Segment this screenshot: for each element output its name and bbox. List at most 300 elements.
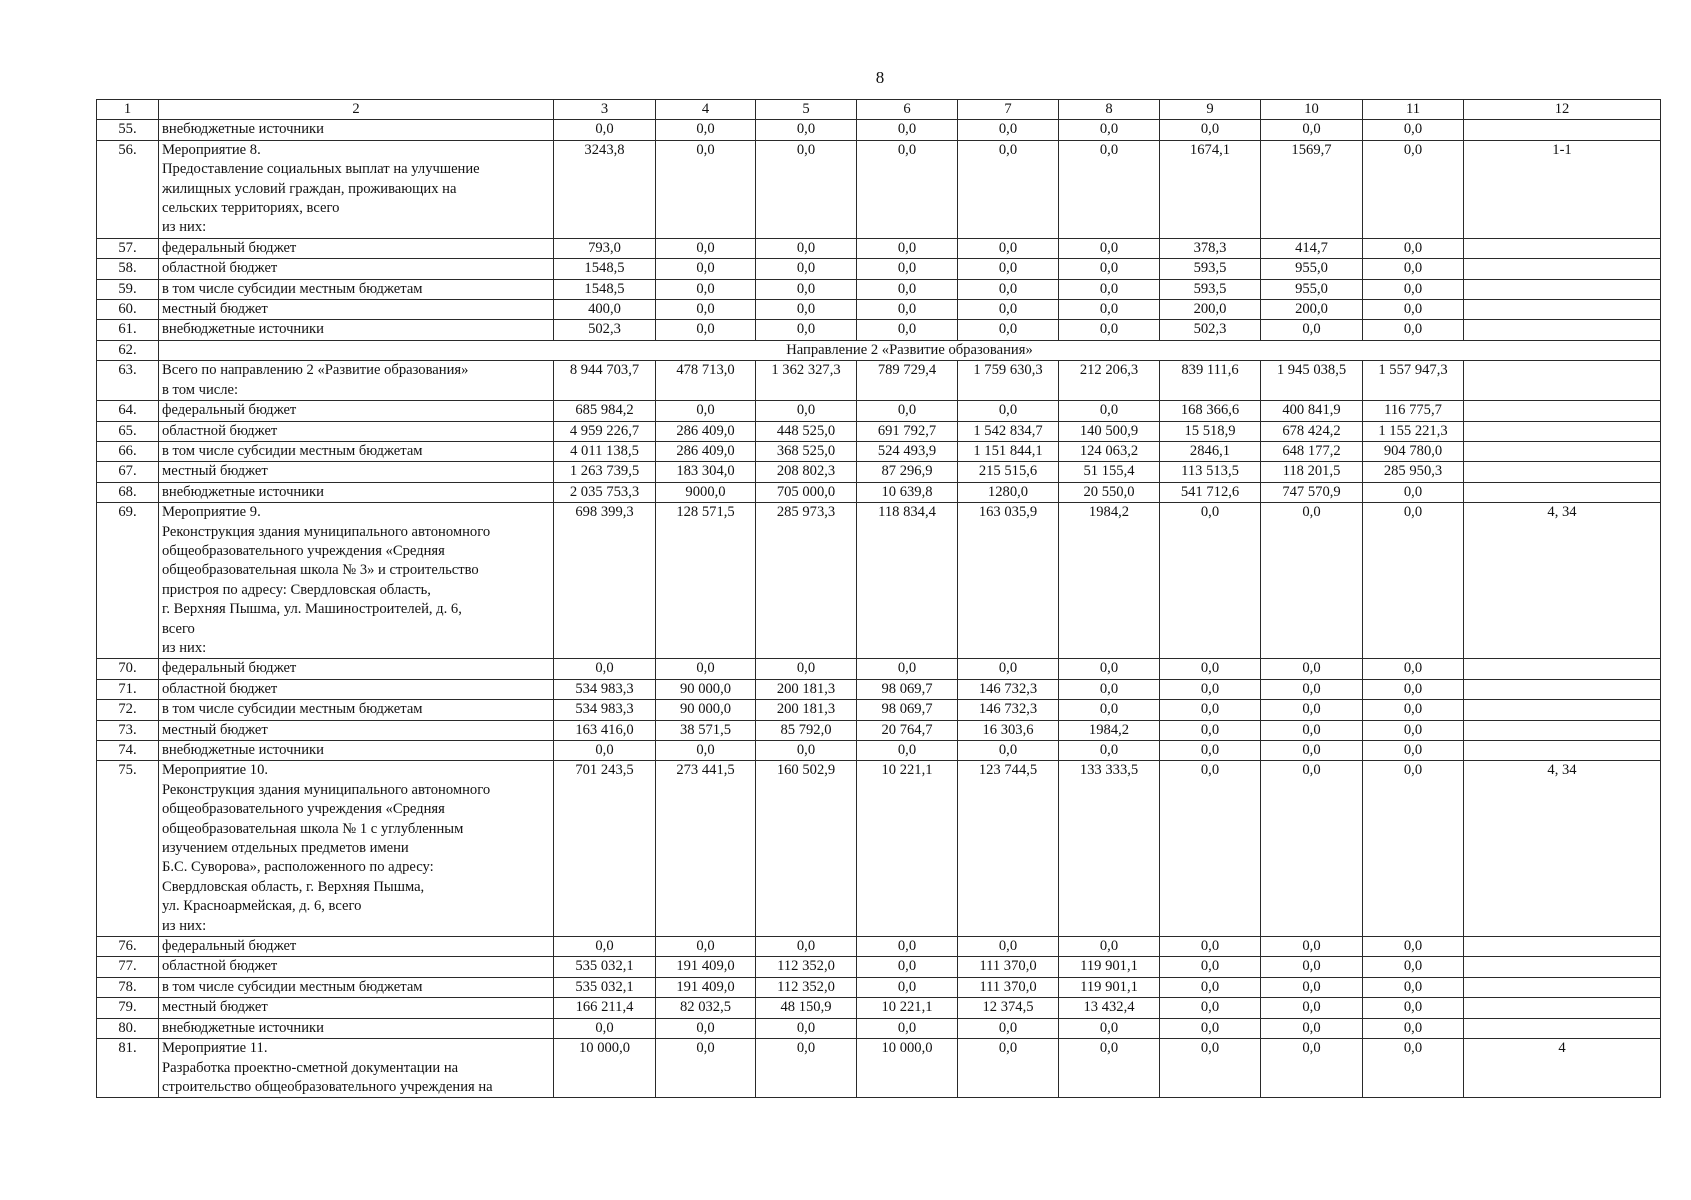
table-row — [97, 720, 1661, 740]
row-number-cell: 67. — [97, 462, 159, 482]
item-name-cell: внебюджетные источники — [159, 320, 554, 340]
value-cell: 0,0 — [756, 279, 857, 299]
table-row — [97, 761, 1661, 937]
value-cell: 0,0 — [857, 300, 958, 320]
value-cell: 534 983,3 — [554, 700, 656, 720]
value-cell: 285 973,3 — [756, 503, 857, 659]
target-ref-cell — [1464, 120, 1661, 140]
value-cell: 285 950,3 — [1363, 462, 1464, 482]
table-row — [97, 320, 1661, 340]
table-row — [97, 503, 1661, 659]
value-cell: 0,0 — [1059, 401, 1160, 421]
value-cell: 0,0 — [1261, 1039, 1363, 1098]
budget-table — [96, 99, 1661, 1098]
row-number-cell: 58. — [97, 259, 159, 279]
value-cell: 0,0 — [1363, 741, 1464, 761]
target-ref-cell — [1464, 679, 1661, 699]
value-cell: 0,0 — [656, 320, 756, 340]
page-number: 8 — [875, 68, 885, 87]
value-cell: 1 362 327,3 — [756, 361, 857, 401]
value-cell: 0,0 — [1363, 937, 1464, 957]
value-cell: 200 181,3 — [756, 679, 857, 699]
target-ref-cell — [1464, 977, 1661, 997]
value-cell: 1548,5 — [554, 259, 656, 279]
value-cell: 118 201,5 — [1261, 462, 1363, 482]
value-cell: 0,0 — [756, 659, 857, 679]
table-row — [97, 300, 1661, 320]
value-cell: 904 780,0 — [1363, 441, 1464, 461]
row-number-cell: 68. — [97, 482, 159, 502]
value-cell: 705 000,0 — [756, 482, 857, 502]
row-number-cell: 73. — [97, 720, 159, 740]
target-ref-cell — [1464, 441, 1661, 461]
value-cell: 0,0 — [1261, 977, 1363, 997]
value-cell: 0,0 — [857, 937, 958, 957]
value-cell: 0,0 — [1261, 679, 1363, 699]
value-cell: 955,0 — [1261, 279, 1363, 299]
item-name-cell: внебюджетные источники — [159, 120, 554, 140]
value-cell: 378,3 — [1160, 238, 1261, 258]
value-cell: 1984,2 — [1059, 720, 1160, 740]
item-name-cell: местный бюджет — [159, 720, 554, 740]
value-cell: 146 732,3 — [958, 700, 1059, 720]
target-ref-cell — [1464, 659, 1661, 679]
value-cell: 0,0 — [857, 977, 958, 997]
value-cell: 0,0 — [1261, 998, 1363, 1018]
value-cell: 0,0 — [1363, 120, 1464, 140]
value-cell: 0,0 — [1160, 957, 1261, 977]
value-cell: 414,7 — [1261, 238, 1363, 258]
value-cell: 0,0 — [857, 140, 958, 238]
target-ref-cell — [1464, 361, 1661, 401]
value-cell: 128 571,5 — [656, 503, 756, 659]
value-cell: 0,0 — [1160, 503, 1261, 659]
value-cell: 0,0 — [1059, 140, 1160, 238]
value-cell: 0,0 — [1363, 957, 1464, 977]
target-ref-cell — [1464, 1018, 1661, 1038]
value-cell: 0,0 — [1363, 279, 1464, 299]
value-cell: 0,0 — [656, 659, 756, 679]
value-cell: 534 983,3 — [554, 679, 656, 699]
row-number-cell: 59. — [97, 279, 159, 299]
target-ref-cell — [1464, 957, 1661, 977]
value-cell: 1674,1 — [1160, 140, 1261, 238]
item-name-cell: в том числе субсидии местным бюджетам — [159, 700, 554, 720]
target-ref-cell: 4, 34 — [1464, 503, 1661, 659]
value-cell: 0,0 — [656, 937, 756, 957]
value-cell: 789 729,4 — [857, 361, 958, 401]
value-cell: 20 550,0 — [1059, 482, 1160, 502]
value-cell: 0,0 — [656, 1018, 756, 1038]
value-cell: 0,0 — [756, 238, 857, 258]
value-cell: 112 352,0 — [756, 957, 857, 977]
column-header: 10 — [1261, 100, 1363, 120]
row-number-cell: 76. — [97, 937, 159, 957]
row-number-cell: 60. — [97, 300, 159, 320]
row-number-cell: 81. — [97, 1039, 159, 1098]
value-cell: 2846,1 — [1160, 441, 1261, 461]
value-cell: 400,0 — [554, 300, 656, 320]
value-cell: 0,0 — [554, 741, 656, 761]
value-cell: 0,0 — [656, 1039, 756, 1098]
value-cell: 691 792,7 — [857, 421, 958, 441]
value-cell: 119 901,1 — [1059, 957, 1160, 977]
value-cell: 0,0 — [756, 140, 857, 238]
value-cell: 698 399,3 — [554, 503, 656, 659]
value-cell: 0,0 — [656, 741, 756, 761]
value-cell: 0,0 — [958, 259, 1059, 279]
item-name-cell: Мероприятие 11. Разработка проектно-сметной документации на строительство общеобразовательного учреждения на — [159, 1039, 554, 1098]
value-cell: 1 151 844,1 — [958, 441, 1059, 461]
value-cell: 478 713,0 — [656, 361, 756, 401]
table-row — [97, 482, 1661, 502]
value-cell: 0,0 — [756, 320, 857, 340]
value-cell: 0,0 — [1160, 937, 1261, 957]
target-ref-cell — [1464, 462, 1661, 482]
value-cell: 0,0 — [857, 957, 958, 977]
target-ref-cell: 1-1 — [1464, 140, 1661, 238]
table-row — [97, 120, 1661, 140]
table-row — [97, 361, 1661, 401]
value-cell: 0,0 — [1261, 957, 1363, 977]
value-cell: 0,0 — [554, 1018, 656, 1038]
value-cell: 0,0 — [857, 1018, 958, 1038]
item-name-cell: федеральный бюджет — [159, 238, 554, 258]
row-number-cell: 56. — [97, 140, 159, 238]
value-cell: 0,0 — [1261, 1018, 1363, 1038]
table-row — [97, 977, 1661, 997]
value-cell: 0,0 — [656, 120, 756, 140]
value-cell: 0,0 — [1059, 1039, 1160, 1098]
item-name-cell: Мероприятие 8. Предоставление социальных выплат на улучшение жилищных условий граждан, проживающих на сельских территориях, всего из них: — [159, 140, 554, 238]
table-row — [97, 937, 1661, 957]
item-name-cell: областной бюджет — [159, 421, 554, 441]
item-name-cell: Всего по направлению 2 «Развитие образования» в том числе: — [159, 361, 554, 401]
value-cell: 793,0 — [554, 238, 656, 258]
value-cell: 146 732,3 — [958, 679, 1059, 699]
column-header: 9 — [1160, 100, 1261, 120]
value-cell: 4 011 138,5 — [554, 441, 656, 461]
value-cell: 82 032,5 — [656, 998, 756, 1018]
table-row — [97, 998, 1661, 1018]
item-name-cell: областной бюджет — [159, 957, 554, 977]
item-name-cell: местный бюджет — [159, 300, 554, 320]
item-name-cell: внебюджетные источники — [159, 1018, 554, 1038]
value-cell: 133 333,5 — [1059, 761, 1160, 937]
value-cell: 368 525,0 — [756, 441, 857, 461]
value-cell: 648 177,2 — [1261, 441, 1363, 461]
value-cell: 90 000,0 — [656, 679, 756, 699]
table-row — [97, 259, 1661, 279]
value-cell: 119 901,1 — [1059, 977, 1160, 997]
item-name-cell: местный бюджет — [159, 462, 554, 482]
value-cell: 0,0 — [1363, 998, 1464, 1018]
target-ref-cell — [1464, 320, 1661, 340]
value-cell: 0,0 — [756, 937, 857, 957]
value-cell: 0,0 — [656, 300, 756, 320]
column-header: 11 — [1363, 100, 1464, 120]
target-ref-cell — [1464, 741, 1661, 761]
value-cell: 0,0 — [1261, 503, 1363, 659]
value-cell: 0,0 — [656, 401, 756, 421]
value-cell: 701 243,5 — [554, 761, 656, 937]
value-cell: 0,0 — [958, 401, 1059, 421]
column-header: 7 — [958, 100, 1059, 120]
budget-table-body — [97, 100, 1661, 1098]
value-cell: 111 370,0 — [958, 957, 1059, 977]
section-header-cell: Направление 2 «Развитие образования» — [159, 340, 1661, 360]
value-cell: 112 352,0 — [756, 977, 857, 997]
value-cell: 183 304,0 — [656, 462, 756, 482]
value-cell: 4 959 226,7 — [554, 421, 656, 441]
value-cell: 524 493,9 — [857, 441, 958, 461]
row-number-cell: 63. — [97, 361, 159, 401]
value-cell: 0,0 — [958, 120, 1059, 140]
value-cell: 0,0 — [1059, 320, 1160, 340]
value-cell: 593,5 — [1160, 279, 1261, 299]
value-cell: 1 155 221,3 — [1363, 421, 1464, 441]
value-cell: 0,0 — [857, 401, 958, 421]
item-name-cell: местный бюджет — [159, 998, 554, 1018]
value-cell: 0,0 — [857, 320, 958, 340]
value-cell: 118 834,4 — [857, 503, 958, 659]
value-cell: 87 296,9 — [857, 462, 958, 482]
value-cell: 0,0 — [1363, 300, 1464, 320]
table-row — [97, 441, 1661, 461]
row-number-cell: 72. — [97, 700, 159, 720]
value-cell: 1 945 038,5 — [1261, 361, 1363, 401]
value-cell: 0,0 — [958, 741, 1059, 761]
value-cell: 0,0 — [554, 659, 656, 679]
value-cell: 0,0 — [1160, 741, 1261, 761]
table-row — [97, 957, 1661, 977]
item-name-cell: Мероприятие 9. Реконструкция здания муниципального автономного общеобразовательного учреждения «Средняя общеобразовательная школа № 3» и строительство пристроя по адресу: Свердловская область, г. Верхняя Пышма, ул. Машиностроителей, д. 6, всего из них: — [159, 503, 554, 659]
value-cell: 85 792,0 — [756, 720, 857, 740]
value-cell: 0,0 — [1059, 238, 1160, 258]
table-row — [97, 700, 1661, 720]
value-cell: 0,0 — [1160, 679, 1261, 699]
value-cell: 191 409,0 — [656, 977, 756, 997]
value-cell: 0,0 — [958, 279, 1059, 299]
item-name-cell: в том числе субсидии местным бюджетам — [159, 279, 554, 299]
value-cell: 200,0 — [1160, 300, 1261, 320]
value-cell: 0,0 — [1261, 720, 1363, 740]
value-cell: 12 374,5 — [958, 998, 1059, 1018]
value-cell: 0,0 — [958, 238, 1059, 258]
table-row — [97, 238, 1661, 258]
row-number-cell: 70. — [97, 659, 159, 679]
value-cell: 0,0 — [1160, 120, 1261, 140]
value-cell: 0,0 — [1363, 659, 1464, 679]
target-ref-cell — [1464, 300, 1661, 320]
value-cell: 0,0 — [958, 659, 1059, 679]
value-cell: 0,0 — [958, 140, 1059, 238]
value-cell: 1280,0 — [958, 482, 1059, 502]
value-cell: 0,0 — [656, 279, 756, 299]
value-cell: 0,0 — [1261, 700, 1363, 720]
value-cell: 124 063,2 — [1059, 441, 1160, 461]
value-cell: 0,0 — [1261, 320, 1363, 340]
value-cell: 747 570,9 — [1261, 482, 1363, 502]
column-header: 1 — [97, 100, 159, 120]
value-cell: 1 263 739,5 — [554, 462, 656, 482]
value-cell: 1 542 834,7 — [958, 421, 1059, 441]
value-cell: 8 944 703,7 — [554, 361, 656, 401]
value-cell: 541 712,6 — [1160, 482, 1261, 502]
value-cell: 0,0 — [857, 238, 958, 258]
value-cell: 1548,5 — [554, 279, 656, 299]
value-cell: 0,0 — [554, 120, 656, 140]
item-name-cell: внебюджетные источники — [159, 741, 554, 761]
row-number-cell: 75. — [97, 761, 159, 937]
value-cell: 0,0 — [756, 259, 857, 279]
value-cell: 0,0 — [958, 320, 1059, 340]
value-cell: 593,5 — [1160, 259, 1261, 279]
item-name-cell: областной бюджет — [159, 259, 554, 279]
row-number-cell: 80. — [97, 1018, 159, 1038]
row-number-cell: 74. — [97, 741, 159, 761]
target-ref-cell — [1464, 421, 1661, 441]
value-cell: 0,0 — [1261, 937, 1363, 957]
value-cell: 116 775,7 — [1363, 401, 1464, 421]
value-cell: 286 409,0 — [656, 441, 756, 461]
row-number-cell: 57. — [97, 238, 159, 258]
value-cell: 10 639,8 — [857, 482, 958, 502]
item-name-cell: областной бюджет — [159, 679, 554, 699]
table-row — [97, 140, 1661, 238]
value-cell: 0,0 — [1160, 1018, 1261, 1038]
row-number-cell: 71. — [97, 679, 159, 699]
column-header: 4 — [656, 100, 756, 120]
column-header: 8 — [1059, 100, 1160, 120]
row-number-cell: 64. — [97, 401, 159, 421]
value-cell: 113 513,5 — [1160, 462, 1261, 482]
value-cell: 286 409,0 — [656, 421, 756, 441]
value-cell: 0,0 — [1363, 1039, 1464, 1098]
value-cell: 0,0 — [1363, 503, 1464, 659]
value-cell: 168 366,6 — [1160, 401, 1261, 421]
target-ref-cell — [1464, 998, 1661, 1018]
item-name-cell: федеральный бюджет — [159, 937, 554, 957]
value-cell: 0,0 — [1059, 679, 1160, 699]
value-cell: 0,0 — [756, 741, 857, 761]
value-cell: 0,0 — [1160, 998, 1261, 1018]
column-header: 6 — [857, 100, 958, 120]
value-cell: 191 409,0 — [656, 957, 756, 977]
value-cell: 38 571,5 — [656, 720, 756, 740]
value-cell: 13 432,4 — [1059, 998, 1160, 1018]
value-cell: 160 502,9 — [756, 761, 857, 937]
value-cell: 48 150,9 — [756, 998, 857, 1018]
column-header: 3 — [554, 100, 656, 120]
value-cell: 16 303,6 — [958, 720, 1059, 740]
value-cell: 535 032,1 — [554, 957, 656, 977]
value-cell: 2 035 753,3 — [554, 482, 656, 502]
value-cell: 98 069,7 — [857, 679, 958, 699]
value-cell: 0,0 — [1160, 977, 1261, 997]
table-row — [97, 659, 1661, 679]
value-cell: 163 416,0 — [554, 720, 656, 740]
value-cell: 0,0 — [857, 120, 958, 140]
column-header: 2 — [159, 100, 554, 120]
value-cell: 10 000,0 — [857, 1039, 958, 1098]
value-cell: 0,0 — [756, 401, 857, 421]
value-cell: 535 032,1 — [554, 977, 656, 997]
value-cell: 98 069,7 — [857, 700, 958, 720]
value-cell: 0,0 — [756, 1018, 857, 1038]
column-header: 5 — [756, 100, 857, 120]
value-cell: 0,0 — [1059, 300, 1160, 320]
value-cell: 0,0 — [656, 259, 756, 279]
target-ref-cell — [1464, 238, 1661, 258]
value-cell: 0,0 — [857, 279, 958, 299]
target-ref-cell — [1464, 259, 1661, 279]
table-row — [97, 421, 1661, 441]
value-cell: 502,3 — [554, 320, 656, 340]
value-cell: 90 000,0 — [656, 700, 756, 720]
value-cell: 0,0 — [857, 741, 958, 761]
value-cell: 140 500,9 — [1059, 421, 1160, 441]
row-number-cell: 78. — [97, 977, 159, 997]
value-cell: 839 111,6 — [1160, 361, 1261, 401]
item-name-cell: в том числе субсидии местным бюджетам — [159, 441, 554, 461]
value-cell: 208 802,3 — [756, 462, 857, 482]
value-cell: 0,0 — [1059, 659, 1160, 679]
row-number-cell: 62. — [97, 340, 159, 360]
value-cell: 0,0 — [1160, 761, 1261, 937]
value-cell: 0,0 — [1363, 679, 1464, 699]
value-cell: 0,0 — [1160, 700, 1261, 720]
value-cell: 20 764,7 — [857, 720, 958, 740]
value-cell: 0,0 — [857, 259, 958, 279]
value-cell: 0,0 — [756, 120, 857, 140]
item-name-cell: внебюджетные источники — [159, 482, 554, 502]
value-cell: 0,0 — [1059, 279, 1160, 299]
value-cell: 448 525,0 — [756, 421, 857, 441]
value-cell: 502,3 — [1160, 320, 1261, 340]
target-ref-cell — [1464, 700, 1661, 720]
value-cell: 0,0 — [1363, 720, 1464, 740]
value-cell: 0,0 — [1160, 659, 1261, 679]
value-cell: 0,0 — [1059, 937, 1160, 957]
item-name-cell: федеральный бюджет — [159, 659, 554, 679]
value-cell: 0,0 — [756, 300, 857, 320]
value-cell: 0,0 — [1363, 482, 1464, 502]
value-cell: 0,0 — [1160, 720, 1261, 740]
value-cell: 0,0 — [1363, 259, 1464, 279]
table-row — [97, 1039, 1661, 1098]
value-cell: 955,0 — [1261, 259, 1363, 279]
value-cell: 0,0 — [1261, 761, 1363, 937]
value-cell: 400 841,9 — [1261, 401, 1363, 421]
value-cell: 163 035,9 — [958, 503, 1059, 659]
table-row — [97, 462, 1661, 482]
value-cell: 1 557 947,3 — [1363, 361, 1464, 401]
target-ref-cell — [1464, 937, 1661, 957]
value-cell: 212 206,3 — [1059, 361, 1160, 401]
value-cell: 0,0 — [958, 1018, 1059, 1038]
value-cell: 0,0 — [656, 140, 756, 238]
item-name-cell: в том числе субсидии местным бюджетам — [159, 977, 554, 997]
value-cell: 0,0 — [756, 1039, 857, 1098]
table-row — [97, 679, 1661, 699]
value-cell: 0,0 — [1261, 741, 1363, 761]
value-cell: 0,0 — [958, 1039, 1059, 1098]
value-cell: 0,0 — [1059, 1018, 1160, 1038]
value-cell: 1984,2 — [1059, 503, 1160, 659]
table-row — [97, 401, 1661, 421]
column-header: 12 — [1464, 100, 1661, 120]
